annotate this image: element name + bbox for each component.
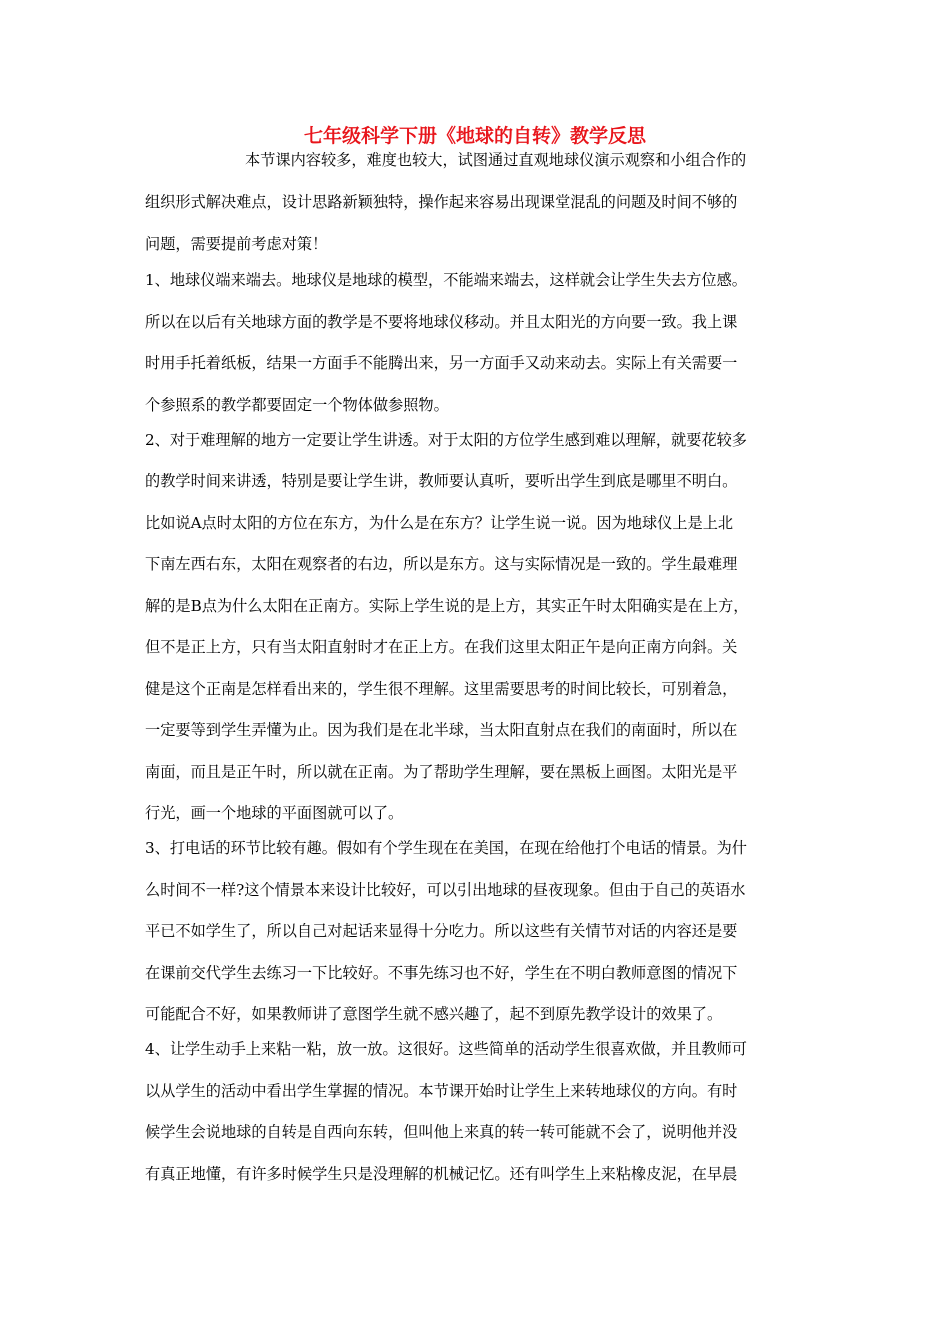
paragraph-line: 有真正地懂，有许多时候学生只是没理解的机械记忆。还有叫学生上来粘橡皮泥，在早晨 [145, 1165, 738, 1183]
paragraph-line: 以从学生的活动中看出学生掌握的情况。本节课开始时让学生上来转地球仪的方向。有时 [145, 1082, 738, 1100]
paragraph-line: 4、让学生动手上来粘一粘，放一放。这很好。这些简单的活动学生很喜欢做，并且教师可 [145, 1040, 747, 1058]
paragraph-line: 健是这个正南是怎样看出来的，学生很不理解。这里需要思考的时间比较长，可别着急， [145, 680, 738, 698]
paragraph-line: 可能配合不好，如果教师讲了意图学生就不感兴趣了，起不到原先教学设计的效果了。 [145, 1005, 723, 1023]
paragraph-line: 的教学时间来讲透，特别是要让学生讲，教师要认真听，要听出学生到底是哪里不明白。 [145, 472, 738, 490]
paragraph-line: 本节课内容较多，难度也较大，试图通过直观地球仪演示观察和小组合作的 [245, 151, 747, 169]
paragraph-line: 2、对于难理解的地方一定要让学生讲透。对于太阳的方位学生感到难以理解，就要花较多 [145, 431, 747, 449]
paragraph-line: 平已不如学生了，所以自己对起话来显得十分吃力。所以这些有关情节对话的内容还是要 [145, 922, 738, 940]
document-title: 七年级科学下册《地球的自转》教学反思 [303, 125, 646, 147]
paragraph-line: 行光，画一个地球的平面图就可以了。 [145, 804, 404, 822]
paragraph-line: 下南左西右东，太阳在观察者的右边，所以是东方。这与实际情况是一致的。学生最难理 [145, 555, 738, 573]
paragraph-line: 一定要等到学生弄懂为止。因为我们是在北半球，当太阳直射点在我们的南面时，所以在 [145, 721, 738, 739]
paragraph-line: 个参照系的教学都要固定一个物体做参照物。 [145, 396, 449, 414]
paragraph-line: 1、地球仪端来端去。地球仪是地球的模型，不能端来端去，这样就会让学生失去方位感。 [145, 271, 747, 289]
paragraph-line: 么时间不一样?这个情景本来设计比较好，可以引出地球的昼夜现象。但由于自己的英语水 [145, 881, 746, 899]
paragraph-line: 所以在以后有关地球方面的教学是不要将地球仪移动。并且太阳光的方向要一致。我上课 [145, 313, 738, 331]
paragraph-line: 3、打电话的环节比较有趣。假如有个学生现在在美国，在现在给他打个电话的情景。为什 [145, 839, 747, 857]
paragraph-line: 时用手托着纸板，结果一方面手不能腾出来，另一方面手又动来动去。实际上有关需要一 [145, 354, 738, 372]
paragraph-line: 解的是B点为什么太阳在正南方。实际上学生说的是上方，其实正午时太阳确实是在上方， [145, 597, 749, 615]
paragraph-line: 南面，而且是正午时，所以就在正南。为了帮助学生理解，要在黑板上画图。太阳光是平 [145, 763, 738, 781]
paragraph-line: 问题，需要提前考虑对策！ [145, 235, 328, 253]
paragraph-line: 但不是正上方，只有当太阳直射时才在正上方。在我们这里太阳正午是向正南方向斜。关 [145, 638, 738, 656]
paragraph-line: 候学生会说地球的自转是自西向东转，但叫他上来真的转一转可能就不会了，说明他并没 [145, 1123, 738, 1141]
paragraph-line: 组织形式解决难点，设计思路新颖独特，操作起来容易出现课堂混乱的问题及时间不够的 [145, 193, 738, 211]
paragraph-line: 比如说A点时太阳的方位在东方，为什么是在东方？让学生说一说。因为地球仪上是上北 [145, 514, 734, 532]
paragraph-line: 在课前交代学生去练习一下比较好。不事先练习也不好，学生在不明白教师意图的情况下 [145, 964, 738, 982]
